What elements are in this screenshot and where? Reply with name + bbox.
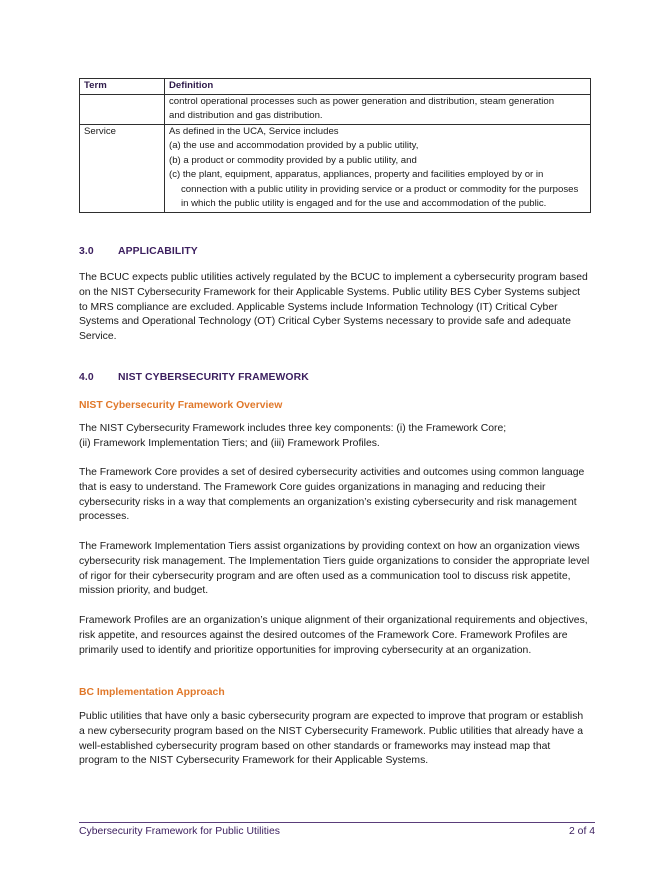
row2-term: Service bbox=[80, 124, 165, 212]
row1-line: control operational processes such as power generation and distribution, steam generation bbox=[169, 95, 555, 107]
row2-item-a: (a) the use and accommodation provided by a public utility, bbox=[169, 140, 419, 151]
framework-profiles-paragraph: Framework Profiles are an organization’s unique alignment of their organizational requirements and objectives, risk appetite, and resources against the desired outcomes of the Framework Core. Framework Profiles are primarily used to identify and prioritize opportunities for improving cybersecurity at an organization. bbox=[79, 615, 588, 656]
section-3-title: APPLICABILITY bbox=[118, 246, 198, 257]
section-3-heading bbox=[79, 246, 198, 257]
bc-approach-subheading: BC Implementation Approach bbox=[79, 687, 225, 698]
row1-term bbox=[80, 94, 165, 124]
section-3-number: 3.0 bbox=[79, 246, 94, 257]
header-definition: Definition bbox=[165, 79, 591, 95]
table-row bbox=[80, 94, 591, 124]
section-3-paragraph: The BCUC expects public utilities actively regulated by the BCUC to implement a cybersecurity program based on the NIST Cybersecurity Framework for their Applicable Systems. Public utility BES Cyber Systems subject to MRS compliance are excluded. Applicable Systems include Information Technology (IT) Critical Cyber Systems and Operational Technology (OT) Critical Cyber Systems necessary to provide safe and adequate Service. bbox=[79, 272, 588, 343]
table-row bbox=[80, 124, 591, 212]
implementation-tiers-paragraph: The Framework Implementation Tiers assist organizations by providing context on how an organization views cybersecurity risk management. The Implementation Tiers guide organizations to consider the appropriate level of rigor for their cybersecurity program and are often used as a communication tool to discuss risk appetite, mission priority, and budget. bbox=[79, 541, 590, 597]
components-line-2: (ii) Framework Implementation Tiers; and (iii) Framework Profiles. bbox=[79, 437, 380, 449]
row2-intro: As defined in the UCA, Service includes bbox=[169, 125, 339, 137]
bc-approach-paragraph: Public utilities that have only a basic cybersecurity program are expected to improve that program or establish a new cybersecurity program based on the NIST Cybersecurity Framework. Public utilities that already have a well-established cybersecurity program based on other standards or frameworks may instead map that program to the NIST Cybersecurity Framework for their Applicable Systems. bbox=[79, 711, 584, 767]
components-line-1: The NIST Cybersecurity Framework includes three key components: (i) the Framework Core; bbox=[79, 423, 507, 434]
header-term: Term bbox=[80, 79, 165, 95]
page-number: 2 of 4 bbox=[569, 826, 595, 837]
document-page bbox=[79, 78, 591, 767]
table-header-row bbox=[80, 79, 591, 95]
components-paragraph bbox=[79, 422, 591, 452]
page-footer bbox=[79, 822, 595, 837]
overview-subheading: NIST Cybersecurity Framework Overview bbox=[79, 400, 283, 411]
section-4-number: 4.0 bbox=[79, 372, 94, 383]
framework-core-paragraph: The Framework Core provides a set of desired cybersecurity activities and outcomes using common language that is easy to understand. The Framework Core guides organizations in managing and reducing their cybersecurity risks in a way that complements an organization’s existing cybersecurity and risk management processes. bbox=[79, 467, 585, 523]
row2-definition bbox=[165, 124, 591, 212]
definitions-table bbox=[79, 78, 591, 213]
section-4-title: NIST CYBERSECURITY FRAMEWORK bbox=[118, 372, 309, 383]
row1-definition bbox=[165, 94, 591, 124]
section-4-heading bbox=[79, 372, 309, 383]
footer-title: Cybersecurity Framework for Public Utilities bbox=[79, 826, 280, 837]
row2-item-c: (c) the plant, equipment, apparatus, appliances, property and facilities employed by or in connection with a public utility in providing service or a product or commodity for the purposes in which the public utility is engaged and for the use and accommodation of the public. bbox=[169, 169, 579, 209]
row1-line: and distribution and gas distribution. bbox=[169, 110, 323, 121]
row2-item-b: (b) a product or commodity provided by a public utility, and bbox=[169, 154, 417, 166]
